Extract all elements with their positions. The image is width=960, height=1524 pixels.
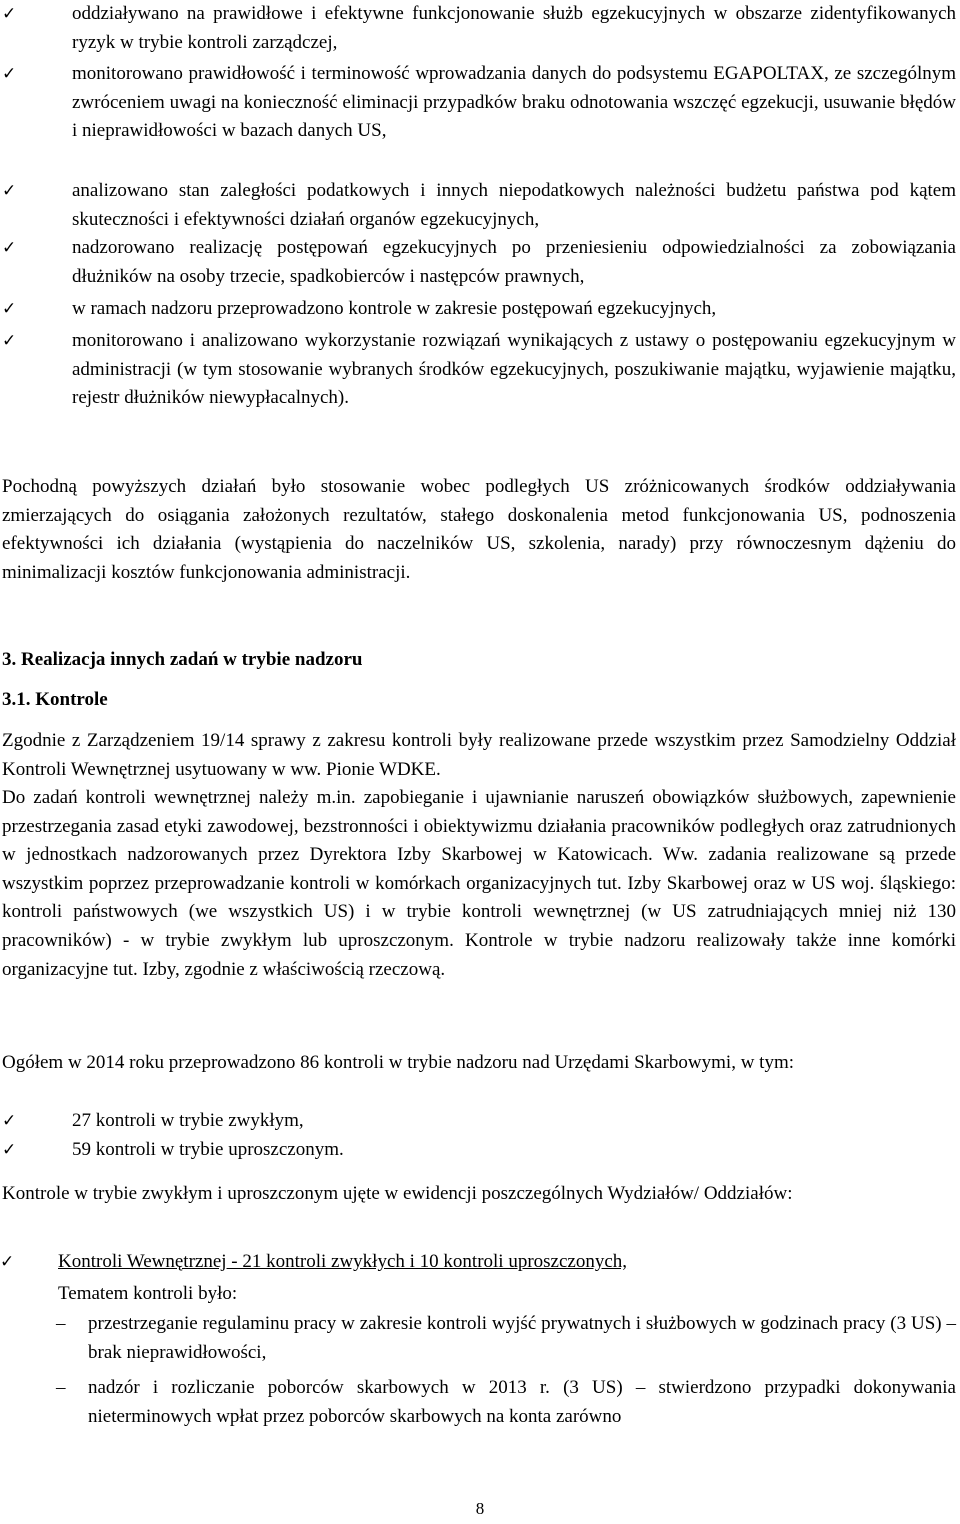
checkmark-icon: ✓ xyxy=(2,181,17,201)
checkmark-icon: ✓ xyxy=(2,1140,17,1160)
list-item: ✓ analizowano stan zaległości podatkowych i innych niepodatkowych należności budżetu państwa pod kątem skuteczności i efektywności działań organów egzekucyjnych, xyxy=(72,177,956,234)
list-item: ✓ 59 kontroli w trybie uproszczonym. xyxy=(72,1136,956,1165)
checkmark-icon: ✓ xyxy=(2,64,17,84)
list-item: ✓ nadzorowano realizację postępowań egzekucyjnych po przeniesieniu odpowiedzialności za zobowiązania dłużników na osoby trzecie, spadkobierców i następców prawnych, xyxy=(72,234,956,291)
list-item: ✓ w ramach nadzoru przeprowadzono kontrole w zakresie postępowań egzekucyjnych, xyxy=(72,295,956,324)
checkmark-icon: ✓ xyxy=(2,1111,17,1131)
list-item: ✓ monitorowano prawidłowość i terminowość wprowadzania danych do podsystemu EGAPOLTAX, ze szczególnym zwróceniem uwagi na konieczność eliminacji przypadków braku odnotowania wszczęć egzekucji, usuwanie błędów i nieprawidłowości w bazach danych US, xyxy=(72,60,956,146)
paragraph-zadania-kontroli: Do zadań kontroli wewnętrznej należy m.in. zapobieganie i ujawnianie naruszeń obowiązków służbowych, zapewnienie przestrzegania zasad etyki zawodowej, bezstronności i obiektywizmu działania pracowników podległych oraz zatrudnionych w jednostkach nadzorowanych przez Dyrektora Izby Skarbowej w Katowicach. Ww. zadania realizowane są przede wszystkim poprzez przeprowadzanie kontroli w komórkach organizacyjnych tut. Izby Skarbowej oraz w US woj. śląskiego: kontroli państwowych (we wszystkich US) i w trybie kontroli wewnętrznej (w US zatrudniających mniej niż 130 pracowników) - w trybie zwykłym lub uproszczonym. Kontrole w trybie nadzoru realizowały także inne komórki organizacyjne tut. Izby, zgodnie z właściwością rzeczową. xyxy=(2,787,956,980)
section-heading-3: 3. Realizacja innych zadań w trybie nadzoru xyxy=(2,649,363,670)
dash-bullet-icon: – xyxy=(56,1377,66,1398)
tematem-label: Tematem kontroli było: xyxy=(58,1283,238,1304)
list-item: ✓ Kontroli Wewnętrznej - 21 kontroli zwykłych i 10 kontroli uproszczonych, xyxy=(58,1248,956,1277)
paragraph-zgodnie: Zgodnie z Zarządzeniem 19/14 sprawy z zakresu kontroli były realizowane przede wszystkim przez Samodzielny Oddział Kontroli Wewnętrznej usytuowany w ww. Pionie WDKE. xyxy=(2,730,956,780)
list-item: ✓ 27 kontroli w trybie zwykłym, xyxy=(72,1107,956,1136)
list-item: ✓ monitorowano i analizowano wykorzystanie rozwiązań wynikających z ustawy o postępowaniu egzekucyjnym w administracji (w tym stosowanie wybranych środków egzekucyjnych, poszukiwanie majątku, wyjawienie majątku, rejestr dłużników niewypłacalnych). xyxy=(72,327,956,413)
checkmark-icon: ✓ xyxy=(2,4,17,24)
checkmark-icon: ✓ xyxy=(2,331,17,351)
section-heading-3-1: 3.1. Kontrole xyxy=(2,689,108,710)
dash-bullet-icon: – xyxy=(56,1313,66,1334)
list-item: – nadzór i rozliczanie poborców skarbowych w 2013 r. (3 US) – stwierdzono przypadki dokonywania nieterminowych wpłat przez poborców skarbowych na konta zarówno xyxy=(88,1374,956,1431)
list-item: – przestrzeganie regulaminu pracy w zakresie kontroli wyjść prywatnych i służbowych w godzinach pracy (3 US) – brak nieprawidłowości, xyxy=(88,1310,956,1367)
paragraph-ogolem: Ogółem w 2014 roku przeprowadzono 86 kontroli w trybie nadzoru nad Urzędami Skarbowymi, w tym: xyxy=(2,1052,795,1073)
checkmark-icon: ✓ xyxy=(2,238,17,258)
list-item: ✓ oddziaływano na prawidłowe i efektywne funkcjonowanie służb egzekucyjnych w obszarze zidentyfikowanych ryzyk w trybie kontroli zarządczej, xyxy=(72,0,956,57)
paragraph-pochodna: Pochodną powyższych działań było stosowanie wobec podległych US zróżnicowanych środków oddziaływania zmierzających do osiągania założonych rezultatów, stałego doskonalenia metod funkcjonowania US, podnoszenia efektywności ich działania (wystąpienia do naczelników US, szkolenia, narady) przy równoczesnym dążeniu do minimalizacji kosztów funkcjonowania administracji. xyxy=(2,476,956,583)
checkmark-icon: ✓ xyxy=(0,1252,15,1272)
checkmark-icon: ✓ xyxy=(2,299,17,319)
paragraph-ewidencja: Kontrole w trybie zwykłym i uproszczonym ujęte w ewidencji poszczególnych Wydziałów/ Oddziałów: xyxy=(2,1183,793,1204)
page-number: 8 xyxy=(475,1499,485,1518)
